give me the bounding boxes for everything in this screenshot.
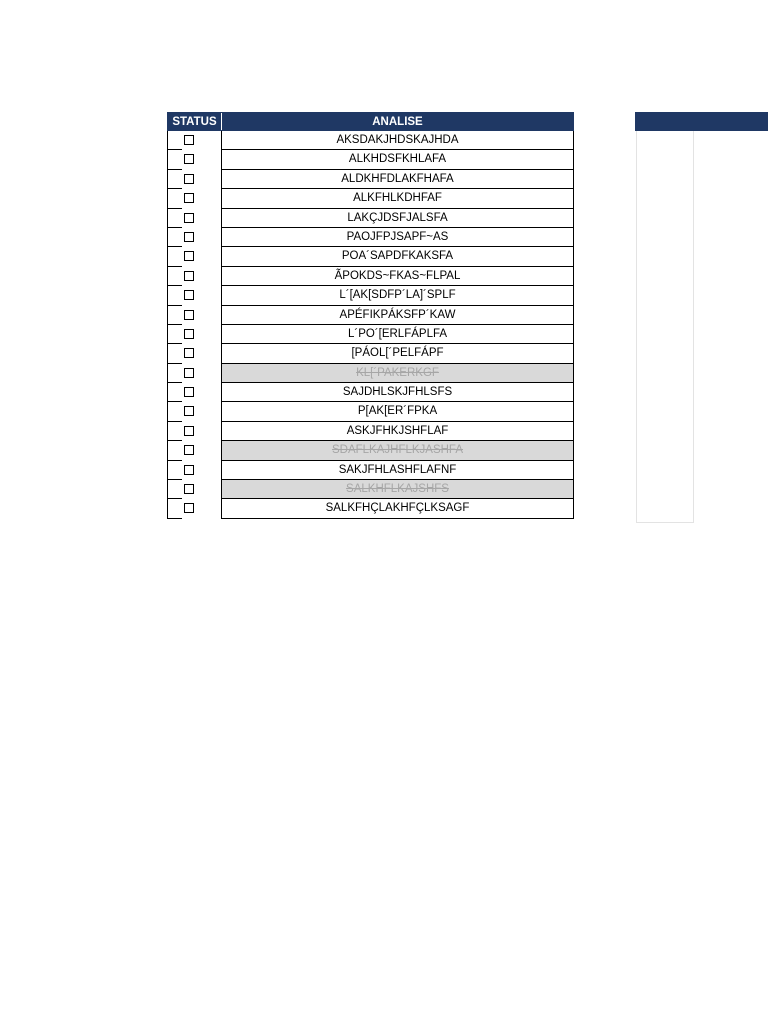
analise-cell[interactable]: POA´SAPDFKAKSFA: [221, 247, 574, 266]
status-cell: [167, 131, 221, 150]
status-cell: [167, 499, 221, 518]
analise-cell[interactable]: L´[AK[SDFP´LA]´SPLF: [221, 286, 574, 305]
status-checkbox[interactable]: [184, 368, 194, 378]
table-row: [167, 402, 574, 421]
table-row: [167, 480, 574, 499]
table-row: [167, 344, 574, 363]
status-cell: [167, 189, 221, 208]
table-body: [167, 131, 574, 519]
status-checkbox[interactable]: [184, 329, 194, 339]
status-column-header: STATUS: [168, 113, 222, 130]
analise-cell[interactable]: L´PO´[ERLFÁPLFA: [221, 325, 574, 344]
status-checkbox[interactable]: [184, 484, 194, 494]
analise-cell[interactable]: SDAFLKAJHFLKJASHFA: [221, 441, 574, 460]
table-row: [167, 247, 574, 266]
status-cell: [167, 247, 221, 266]
analise-cell[interactable]: SALKHFLKAJSHFS: [221, 480, 574, 499]
checklist-table: [167, 112, 574, 519]
table-row: [167, 131, 574, 150]
table-row: [167, 364, 574, 383]
status-checkbox[interactable]: [184, 406, 194, 416]
status-cell: [167, 325, 221, 344]
table-row: [167, 228, 574, 247]
analise-cell[interactable]: P[AK[ER´FPKA: [221, 402, 574, 421]
status-cell: [167, 480, 221, 499]
analise-cell[interactable]: APÉFIKPÁKSFP´KAW: [221, 306, 574, 325]
status-checkbox[interactable]: [184, 232, 194, 242]
status-cell: [167, 170, 221, 189]
table-row: [167, 209, 574, 228]
status-cell: [167, 286, 221, 305]
analise-cell[interactable]: ALKFHLKDHFAF: [221, 189, 574, 208]
table-row: [167, 325, 574, 344]
status-cell: [167, 150, 221, 169]
status-checkbox[interactable]: [184, 503, 194, 513]
status-cell: [167, 402, 221, 421]
status-checkbox[interactable]: [184, 135, 194, 145]
table-row: [167, 383, 574, 402]
table-row: [167, 286, 574, 305]
table-row: [167, 422, 574, 441]
status-cell: [167, 267, 221, 286]
status-checkbox[interactable]: [184, 310, 194, 320]
table-row: [167, 461, 574, 480]
analise-cell[interactable]: ASKJFHKJSHFLAF: [221, 422, 574, 441]
analise-column-header: ANALISE: [372, 116, 423, 128]
status-checkbox[interactable]: [184, 290, 194, 300]
status-cell: [167, 441, 221, 460]
analise-cell[interactable]: KL[´PAKERKGF: [221, 364, 574, 383]
status-cell: [167, 209, 221, 228]
status-cell: [167, 306, 221, 325]
analise-cell[interactable]: [PÁOL[´PELFÁPF: [221, 344, 574, 363]
status-checkbox[interactable]: [184, 193, 194, 203]
analise-cell[interactable]: PAOJFPJSAPF~AS: [221, 228, 574, 247]
status-checkbox[interactable]: [184, 154, 194, 164]
status-cell: [167, 228, 221, 247]
table-header: [167, 112, 574, 131]
table-row: [167, 170, 574, 189]
status-checkbox[interactable]: [184, 271, 194, 281]
status-checkbox[interactable]: [184, 465, 194, 475]
analise-cell[interactable]: SAKJFHLASHFLAFNF: [221, 461, 574, 480]
status-cell: [167, 344, 221, 363]
status-cell: [167, 364, 221, 383]
status-checkbox[interactable]: [184, 387, 194, 397]
status-checkbox[interactable]: [184, 251, 194, 261]
analise-cell[interactable]: ALDKHFDLAKFHAFA: [221, 170, 574, 189]
table-row: [167, 150, 574, 169]
status-cell: [167, 383, 221, 402]
table-row: [167, 306, 574, 325]
status-checkbox[interactable]: [184, 174, 194, 184]
status-checkbox[interactable]: [184, 213, 194, 223]
table-row: [167, 499, 574, 518]
side-panel: [635, 112, 768, 524]
table-row: [167, 441, 574, 460]
status-cell: [167, 461, 221, 480]
status-checkbox[interactable]: [184, 426, 194, 436]
analise-cell[interactable]: SAJDHLSKJFHLSFS: [221, 383, 574, 402]
side-panel-body: [636, 131, 694, 523]
analise-cell[interactable]: SALKFHÇLAKHFÇLKSAGF: [221, 499, 574, 518]
status-checkbox[interactable]: [184, 445, 194, 455]
table-row: [167, 189, 574, 208]
table-row: [167, 267, 574, 286]
analise-cell[interactable]: ALKHDSFKHLAFA: [221, 150, 574, 169]
side-panel-header: [635, 112, 768, 131]
status-cell: [167, 422, 221, 441]
analise-cell[interactable]: AKSDAKJHDSKAJHDA: [221, 131, 574, 150]
analise-cell[interactable]: ÃPOKDS~FKAS~FLPAL: [221, 267, 574, 286]
analise-cell[interactable]: LAKÇJDSFJALSFA: [221, 209, 574, 228]
status-checkbox[interactable]: [184, 348, 194, 358]
